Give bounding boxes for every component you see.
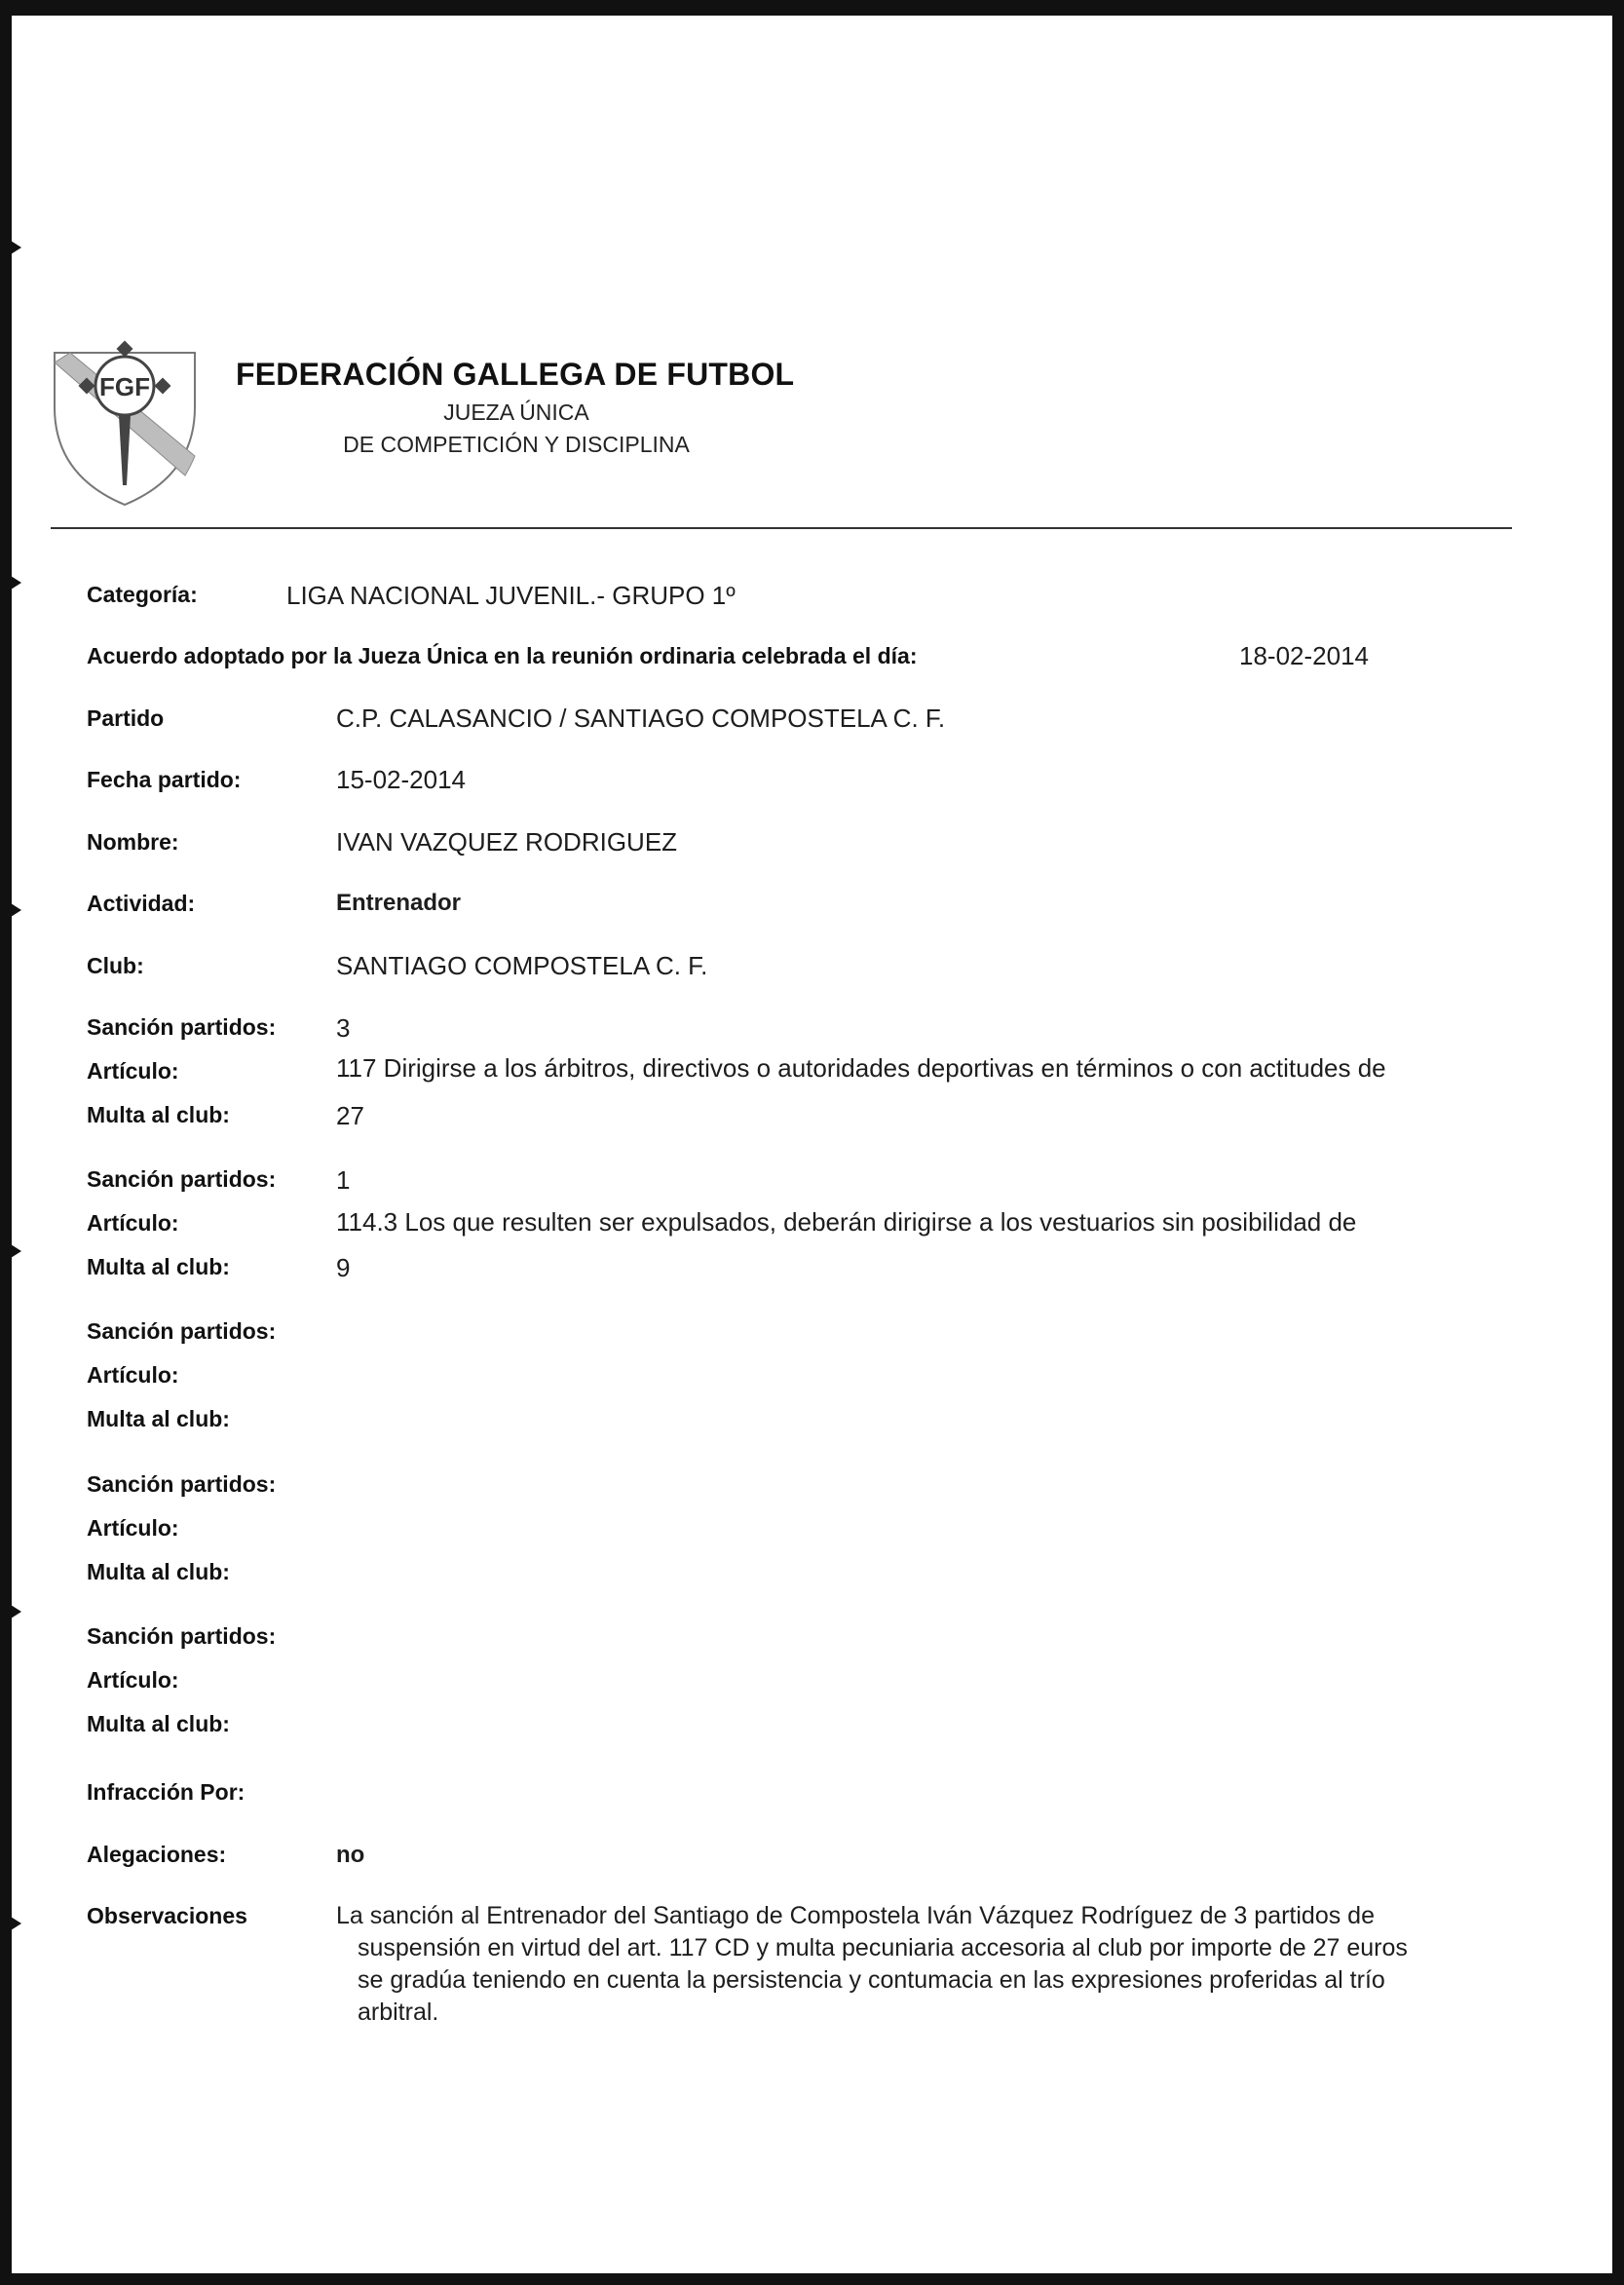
fecha-partido-value: 15-02-2014: [336, 765, 466, 794]
multa-club-label: Multa al club:: [87, 1559, 230, 1584]
sancion-partidos-label: Sanción partidos:: [87, 1471, 277, 1497]
sancion-partidos-label: Sanción partidos:: [87, 1014, 277, 1040]
scan-edge-mark: [0, 1598, 21, 1625]
observaciones-line: La sanción al Entrenador del Santiago de Compostela Iván Vázquez Rodríguez de 3 partidos de: [336, 1902, 1375, 1929]
agreement-label: Acuerdo adoptado por la Jueza Única en la reunión ordinaria celebrada el día:: [87, 643, 918, 668]
category-label: Categoría:: [87, 582, 198, 607]
multa-club-label: Multa al club:: [87, 1711, 230, 1736]
partido-label: Partido: [87, 705, 165, 731]
articulo-label: Artículo:: [87, 1362, 179, 1388]
header-subtitle-2: DE COMPETICIÓN Y DISCIPLINA: [343, 432, 690, 457]
observaciones-text: [336, 1900, 1549, 2029]
observaciones-line: arbitral.: [358, 1999, 439, 2026]
category-value: LIGA NACIONAL JUVENIL.- GRUPO 1º: [286, 581, 736, 610]
multa-club-label: Multa al club:: [87, 1254, 230, 1279]
partido-value: C.P. CALASANCIO / SANTIAGO COMPOSTELA C. F.: [336, 704, 946, 733]
observaciones-line: suspensión en virtud del art. 117 CD y multa pecuniaria accesoria al club por importe de 27 euros: [358, 1934, 1408, 1961]
articulo-label: Artículo:: [87, 1515, 179, 1541]
articulo-value: 117 Dirigirse a los árbitros, directivos o autoridades deportivas en términos o con actitudes de: [336, 1053, 1386, 1083]
alegaciones-value: no: [336, 1842, 365, 1868]
observaciones-label: Observaciones: [87, 1903, 247, 1928]
logo-text: FGF: [99, 372, 150, 401]
sancion-partidos-label: Sanción partidos:: [87, 1623, 277, 1649]
sancion-partidos-value: 1: [336, 1165, 351, 1195]
club-value: SANTIAGO COMPOSTELA C. F.: [336, 951, 708, 980]
club-label: Club:: [87, 953, 144, 978]
multa-club-label: Multa al club:: [87, 1406, 230, 1431]
articulo-value: 114.3 Los que resulten ser expulsados, deberán dirigirse a los vestuarios sin posibilidad de: [336, 1207, 1357, 1237]
organization-title: FEDERACIÓN GALLEGA DE FUTBOL: [236, 357, 795, 392]
nombre-label: Nombre:: [87, 829, 179, 855]
sancion-partidos-label: Sanción partidos:: [87, 1318, 277, 1344]
articulo-label: Artículo:: [87, 1058, 179, 1084]
articulo-label: Artículo:: [87, 1667, 179, 1693]
multa-club-value: 9: [336, 1253, 351, 1282]
header-subtitle-1: JUEZA ÚNICA: [443, 400, 589, 425]
multa-club-value: 27: [336, 1101, 364, 1130]
header-divider: [51, 527, 1512, 529]
infraccion-label: Infracción Por:: [87, 1779, 245, 1805]
observaciones-line: se gradúa teniendo en cuenta la persistencia y contumacia en las expresiones proferidas al trío: [358, 1966, 1385, 1994]
federation-crest-logo: [51, 339, 199, 507]
scan-edge-mark: [0, 896, 21, 924]
agreement-date: 18-02-2014: [1239, 641, 1369, 670]
sancion-partidos-label: Sanción partidos:: [87, 1166, 277, 1192]
multa-club-label: Multa al club:: [87, 1102, 230, 1127]
actividad-value: Entrenador: [336, 890, 462, 916]
scan-edge-mark: [0, 1238, 21, 1265]
articulo-label: Artículo:: [87, 1210, 179, 1236]
actividad-label: Actividad:: [87, 891, 196, 916]
alegaciones-label: Alegaciones:: [87, 1842, 227, 1867]
scan-edge-mark: [0, 569, 21, 596]
fecha-partido-label: Fecha partido:: [87, 767, 242, 792]
sancion-partidos-value: 3: [336, 1013, 351, 1043]
nombre-value: IVAN VAZQUEZ RODRIGUEZ: [336, 827, 678, 857]
scan-edge-mark: [0, 234, 21, 261]
scan-edge-mark: [0, 1910, 21, 1937]
